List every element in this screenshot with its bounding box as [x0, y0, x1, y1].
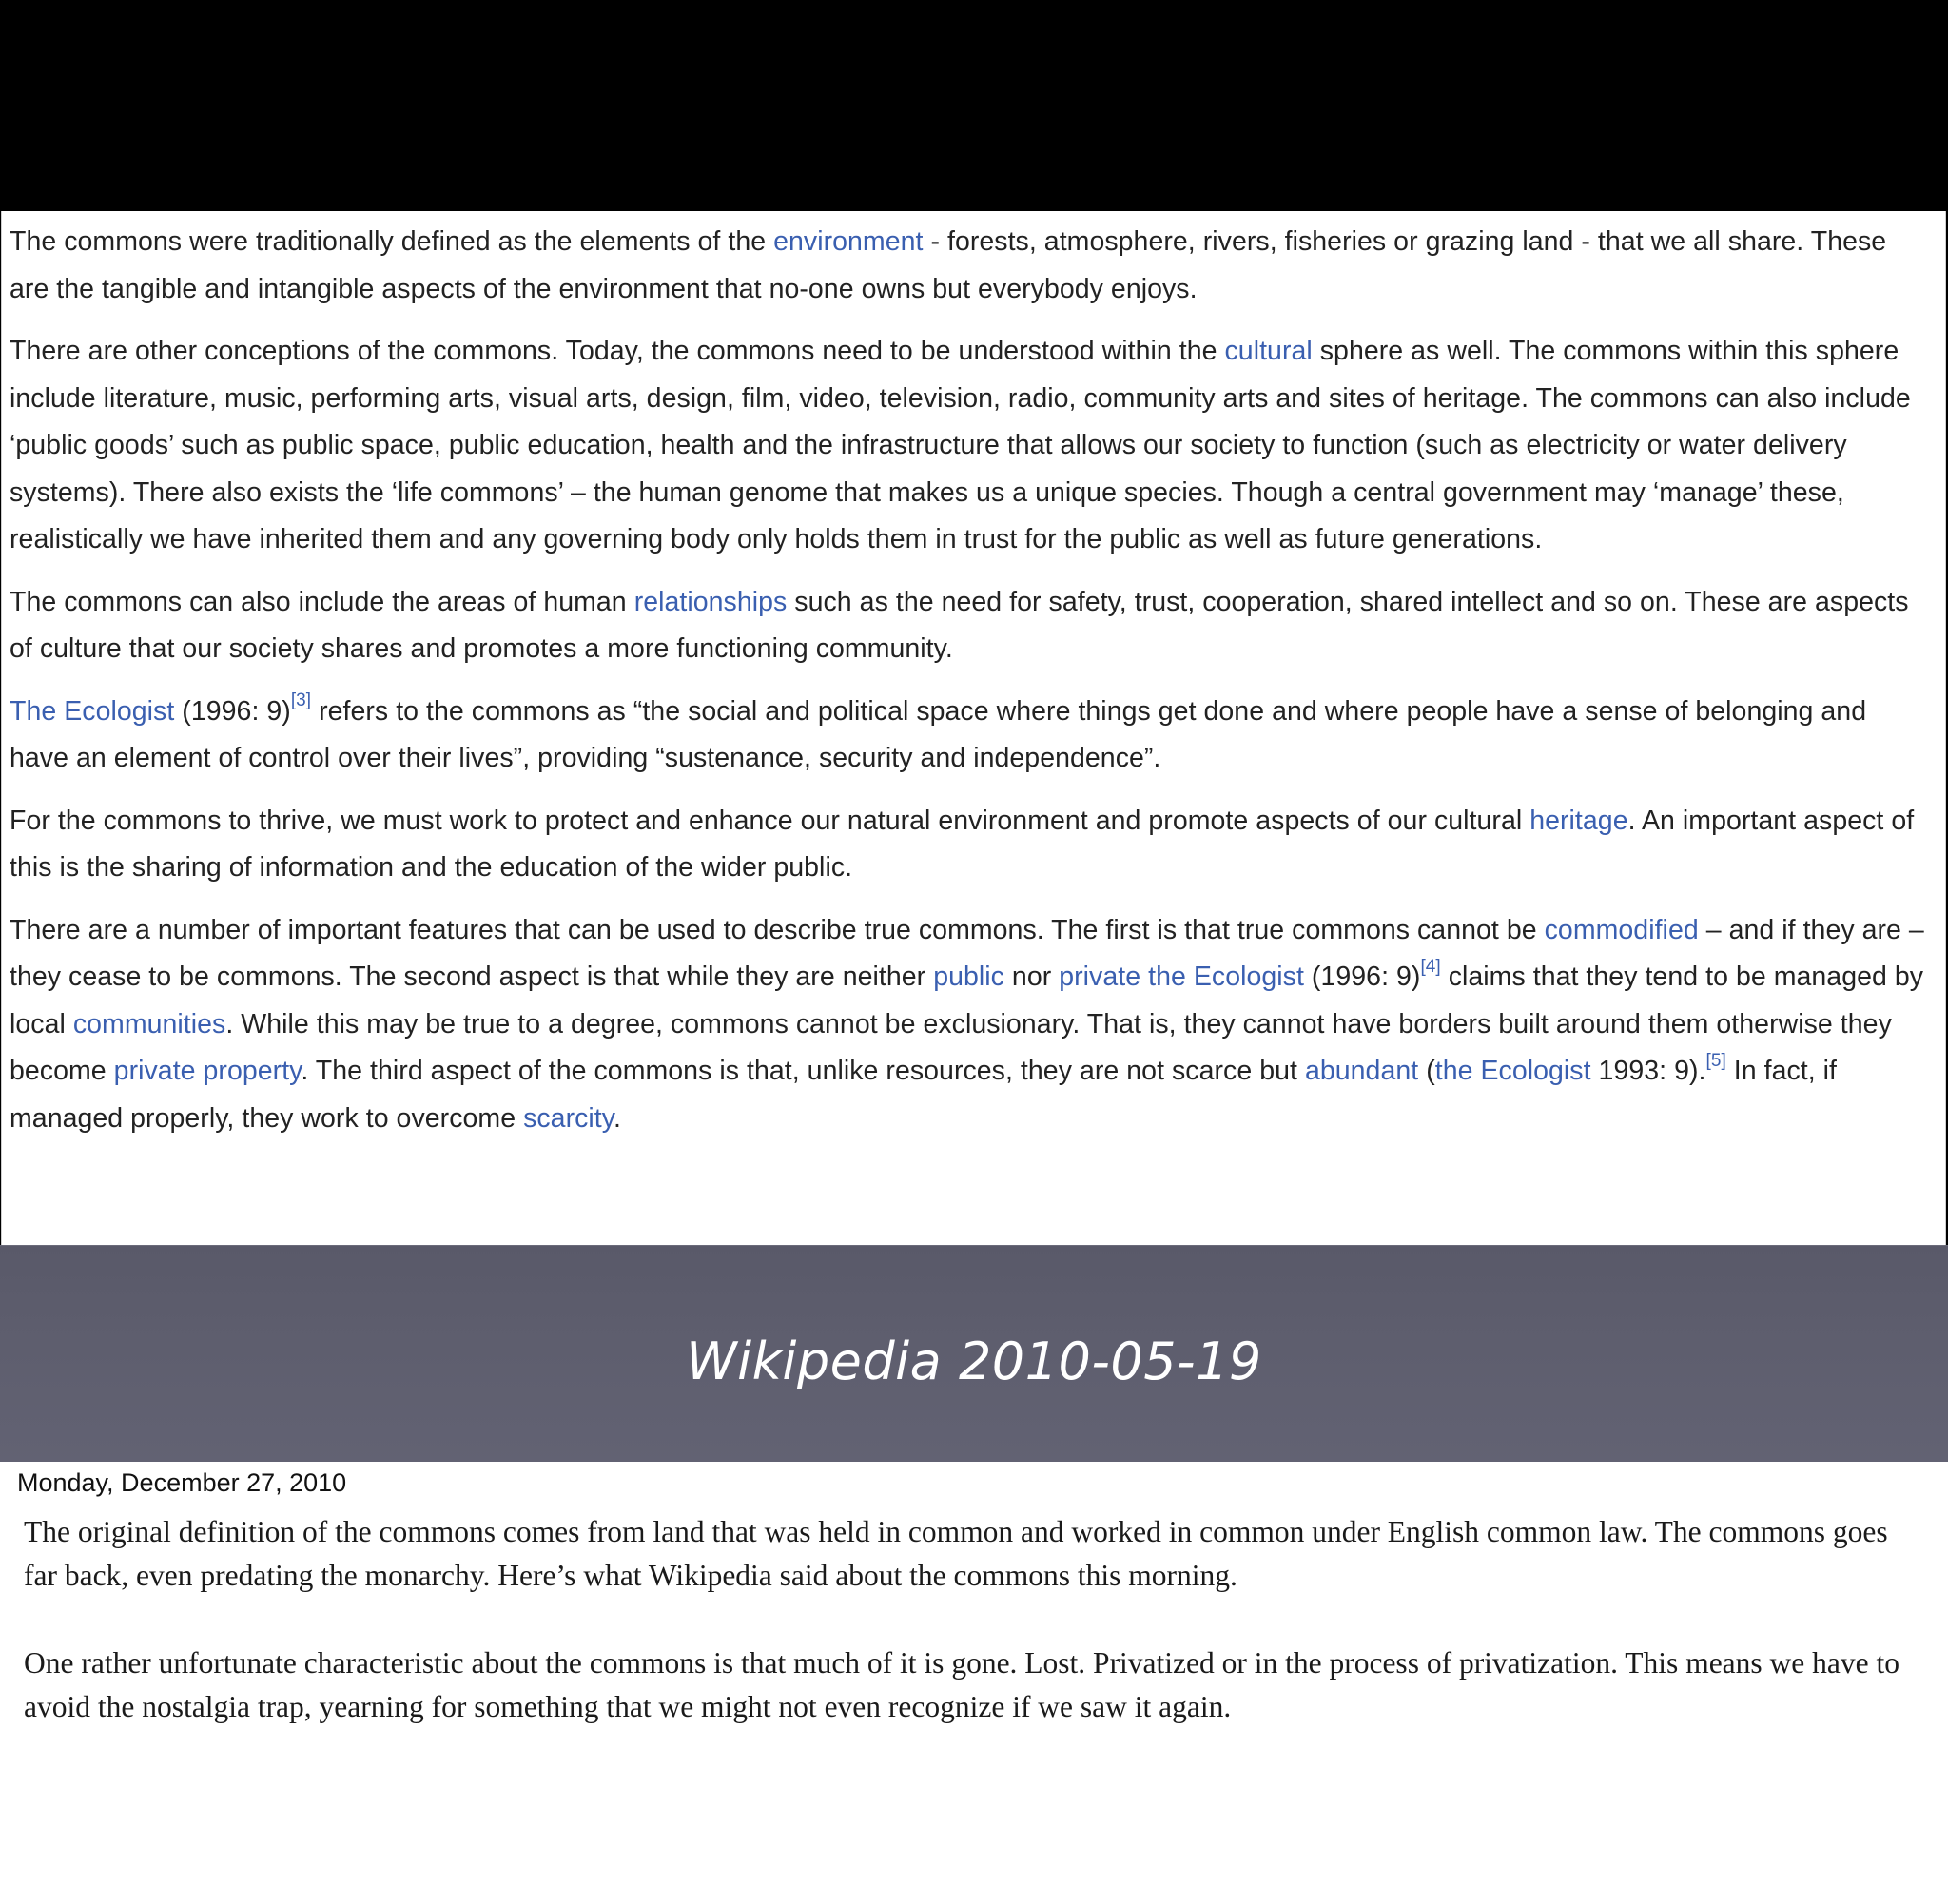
- wiki-text: The commons were traditionally defined as the elements of the: [10, 226, 774, 257]
- wiki-paragraph: [10, 219, 1932, 313]
- wiki-text: . While this may be true to a degree, commons cannot be exclusionary. That is, they cannot have borders built around them otherwise they become: [10, 1008, 1892, 1086]
- wikipedia-excerpt: [1, 211, 1946, 1245]
- wiki-link[interactable]: scarcity: [523, 1102, 614, 1134]
- wiki-link[interactable]: The Ecologist: [10, 695, 175, 727]
- wiki-link[interactable]: commodified: [1544, 914, 1699, 945]
- wiki-text: sphere as well. The commons within this sphere include literature, music, performing arts, visual arts, design, film, video, television, radio, community arts and sites of heritage. The commons can also include ‘public goods’ such as public space, public education, health and the infrastructure that allows our society to function (such as electricity or water delivery systems). There also exists the ‘life commons’ – the human genome that makes us a unique species. Though a central government may ‘manage’ these, realistically we have inherited them and any governing body only holds them in trust for the public as well as future generations.: [10, 336, 1911, 554]
- wiki-text: claims that they tend to be managed by local: [10, 962, 1924, 1039]
- wiki-text: . An important aspect of this is the sharing of information and the education of the wider public.: [10, 805, 1915, 883]
- citation-ref[interactable]: [3]: [290, 690, 312, 710]
- wiki-link[interactable]: public: [933, 962, 1004, 992]
- wiki-paragraph: [10, 798, 1932, 892]
- wiki-text: (1996: 9): [1303, 962, 1421, 992]
- wiki-link[interactable]: the Ecologist: [1434, 1056, 1591, 1086]
- speaker-notes: [24, 1510, 1926, 1773]
- wiki-text: (1996: 9): [174, 695, 291, 727]
- wiki-text: There are a number of important features that can be used to describe true commons. The first is that true commons cannot be: [10, 914, 1545, 945]
- notes-paragraph: One rather unfortunate characteristic about the commons is that much of it is gone. Lost. Privatized or in the process of privatization. This means we have to avoid the nostalgia trap, yearning for something that we might not even recognize if we saw it again.: [24, 1646, 1899, 1723]
- wiki-text: .: [613, 1102, 621, 1134]
- wiki-link[interactable]: environment: [773, 226, 924, 257]
- caption-band: [0, 1245, 1948, 1462]
- date-line: Monday, December 27, 2010: [17, 1468, 347, 1497]
- wiki-text: such as the need for safety, trust, cooperation, shared intellect and so on. These are aspects of culture that our society shares and promotes a more functioning community.: [10, 586, 1909, 664]
- wiki-text: (: [1418, 1056, 1435, 1086]
- slide-caption: Wikipedia 2010-05-19: [686, 1331, 1262, 1391]
- wiki-link[interactable]: the Ecologist: [1148, 962, 1304, 992]
- wiki-text: There are other conceptions of the commons. Today, the commons need to be understood within the: [10, 336, 1225, 366]
- citation-ref[interactable]: [5]: [1705, 1050, 1726, 1071]
- wiki-text: 1993: 9).: [1590, 1056, 1706, 1086]
- wiki-link[interactable]: private property: [113, 1056, 302, 1086]
- wiki-link[interactable]: cultural: [1224, 336, 1313, 366]
- wiki-link[interactable]: private: [1059, 962, 1141, 992]
- citation-ref[interactable]: [4]: [1420, 956, 1441, 977]
- wiki-text: – and if they are – they cease to be commons. The second aspect is that while they are neither: [10, 914, 1924, 992]
- wiki-link[interactable]: communities: [72, 1008, 226, 1039]
- wiki-text: - forests, atmosphere, rivers, fisheries or grazing land - that we all share. These are the tangible and intangible aspects of the environment that no-one owns but everybody enjoys.: [10, 226, 1887, 304]
- wiki-link[interactable]: relationships: [633, 586, 788, 617]
- wiki-text: refers to the commons as “the social and political space where things get done and where people have a sense of belonging and have an element of control over their lives”, providing “sustenance, security and independence”.: [10, 695, 1867, 773]
- wiki-text: In fact, if managed properly, they work to overcome: [10, 1056, 1838, 1134]
- wiki-link[interactable]: heritage: [1529, 805, 1628, 836]
- wiki-paragraph: [10, 689, 1932, 783]
- wiki-text: nor: [1003, 962, 1060, 992]
- wiki-paragraph: [10, 328, 1932, 564]
- wiki-paragraph: [10, 579, 1932, 673]
- wiki-link[interactable]: abundant: [1304, 1056, 1419, 1086]
- wiki-text: The commons can also include the areas of human: [10, 586, 634, 617]
- wiki-text: . The third aspect of the commons is that, unlike resources, they are not scarce but: [301, 1056, 1305, 1086]
- wiki-text: For the commons to thrive, we must work to protect and enhance our natural environment and promote aspects of our cultural: [10, 805, 1530, 836]
- wiki-text: [1140, 962, 1148, 992]
- wiki-paragraph: [10, 907, 1932, 1143]
- notes-paragraph: The original definition of the commons comes from land that was held in common and worked in common under English common law. The commons goes far back, even predating the monarchy. Here’s what Wikipedia said about the commons this morning.: [24, 1515, 1888, 1592]
